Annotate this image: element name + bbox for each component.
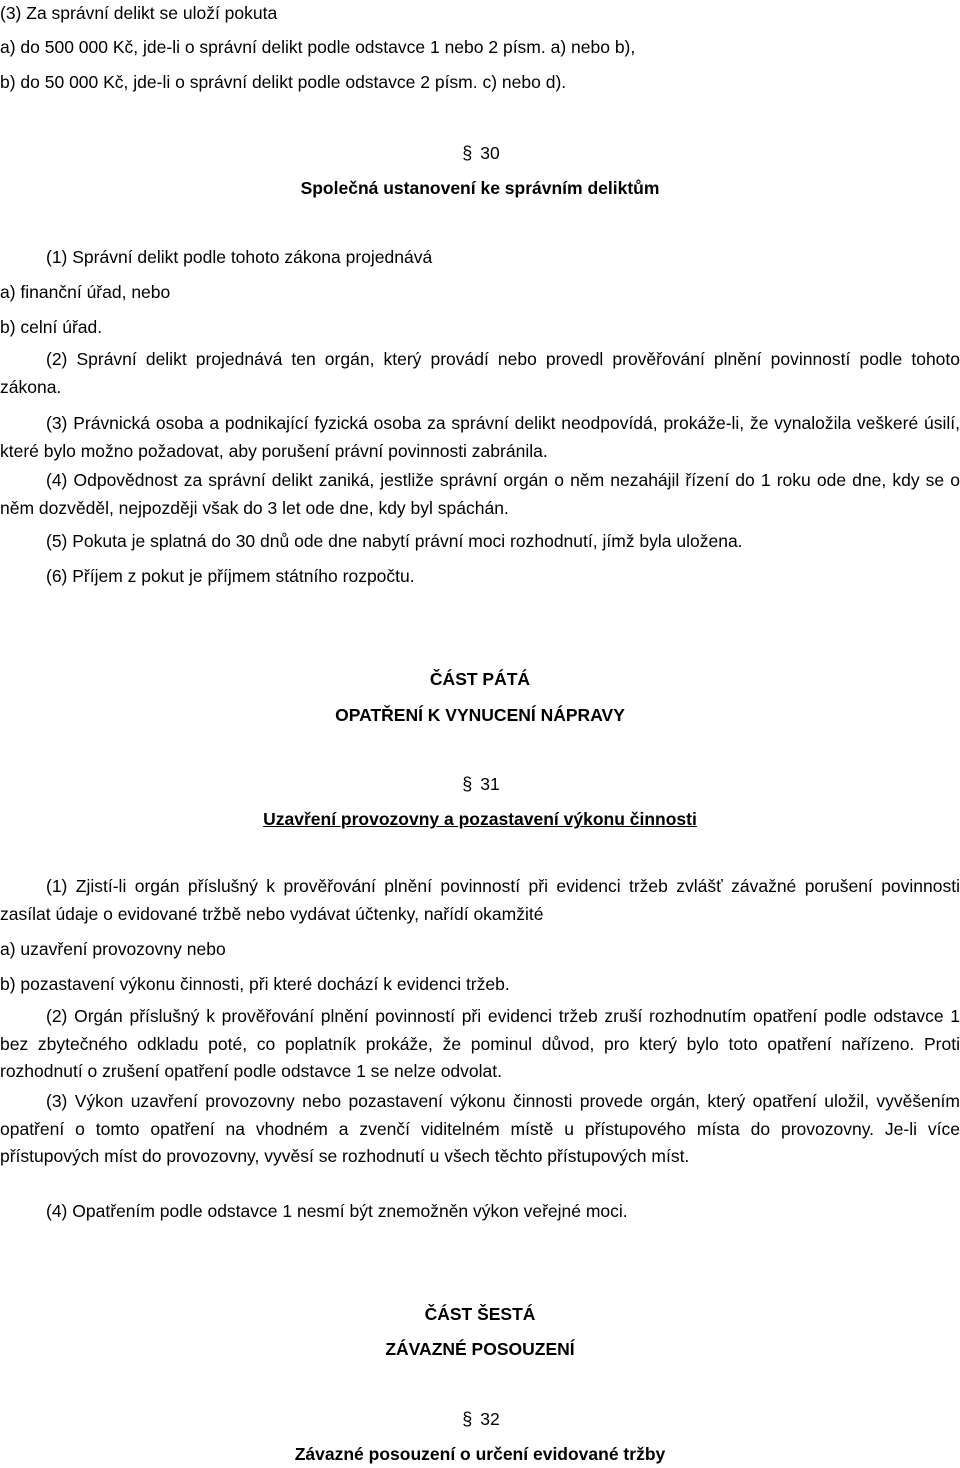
- s31-paragraph-2: (2) Orgán příslušný k prověřování plnění povinností při evidenci tržeb zruší rozhodnutím opatření podle odstavce 1 bez zbytečného odkladu poté, co poplatník prokáže, že pominul důvod, pro který bylo toto opatření nařízeno. Proti rozhodnutí o zrušení opatření podle odstavce 1 se nelze odvolat.: [0, 1006, 960, 1081]
- section-32-number: [0, 1408, 960, 1430]
- section-31-title: Uzavření provozovny a pozastavení výkonu činnosti: [263, 809, 697, 829]
- section-number: 32: [480, 1409, 500, 1429]
- s30-paragraph-1: (1) Správní delikt podle tohoto zákona projednává: [46, 247, 433, 267]
- section-sign-icon: §: [462, 774, 473, 794]
- section-number: 30: [480, 143, 500, 163]
- section-32-title: Závazné posouzení o určení evidované tržby: [294, 1444, 666, 1464]
- s30-paragraph-2: (2) Správní delikt projednává ten orgán, který provádí nebo provedl prověřování plnění povinností podle tohoto zákona.: [0, 349, 960, 397]
- s30-paragraph-3: (3) Právnická osoba a podnikající fyzická osoba za správní delikt neodpovídá, prokáže-li, že vynaložila veškeré úsilí, které bylo možno požadovat, aby porušení právní povinnosti zabránila.: [0, 413, 960, 461]
- s30-list-item-a: a) finanční úřad, nebo: [0, 282, 171, 302]
- s30-list-item-b: b) celní úřad.: [0, 317, 103, 337]
- section-number: 31: [480, 774, 500, 794]
- s31-list-item-b: b) pozastavení výkonu činnosti, při které dochází k evidenci tržeb.: [0, 974, 510, 994]
- list-item-a: a) do 500 000 Kč, jde-li o správní delikt podle odstavce 1 nebo 2 písm. a) nebo b),: [0, 37, 636, 57]
- section-30-number: [0, 142, 960, 164]
- s31-paragraph-1: (1) Zjistí-li orgán příslušný k prověřování plnění povinností při evidenci tržeb zvlášť závažné porušení povinnosti zasílat údaje o evidované tržbě nebo vydávat účtenky, nařídí okamžité: [0, 876, 960, 924]
- part-5-heading: ČÁST PÁTÁ: [429, 669, 531, 689]
- section-31-number: [0, 773, 960, 795]
- s31-list-item-a: a) uzavření provozovny nebo: [0, 939, 226, 959]
- section-30-title: Společná ustanovení ke správním deliktům: [300, 178, 660, 198]
- s31-paragraph-4: (4) Opatřením podle odstavce 1 nesmí být znemožněn výkon veřejné moci.: [46, 1201, 628, 1221]
- part-5-title: OPATŘENÍ K VYNUCENÍ NÁPRAVY: [335, 705, 625, 725]
- section-sign-icon: §: [462, 1409, 473, 1429]
- section-sign-icon: §: [462, 143, 473, 163]
- paragraph-3-fine: (3) Za správní delikt se uloží pokuta: [0, 3, 278, 23]
- s30-paragraph-5: (5) Pokuta je splatná do 30 dnů ode dne nabytí právní moci rozhodnutí, jímž byla uložena.: [46, 531, 743, 551]
- part-6-heading: ČÁST ŠESTÁ: [424, 1304, 536, 1324]
- list-item-b: b) do 50 000 Kč, jde-li o správní delikt podle odstavce 2 písm. c) nebo d).: [0, 72, 567, 92]
- s30-paragraph-4: (4) Odpovědnost za správní delikt zaniká, jestliže správní orgán o něm nezahájil řízení do 1 roku ode dne, kdy se o něm dozvěděl, nejpozději však do 3 let ode dne, kdy byl spáchán.: [0, 470, 960, 518]
- part-6-title: ZÁVAZNÉ POSOUZENÍ: [385, 1339, 575, 1359]
- s31-paragraph-3: (3) Výkon uzavření provozovny nebo pozastavení výkonu činnosti provede orgán, který opatření uložil, vyvěšením opatření o tomto opatření na vhodném a zvenčí viditelném místě u přístupového místa do provozovny. Je-li více přístupových míst do provozovny, vyvěsí se rozhodnutí u všech těchto přístupových míst.: [0, 1091, 960, 1166]
- s30-paragraph-6: (6) Příjem z pokut je příjmem státního rozpočtu.: [46, 566, 415, 586]
